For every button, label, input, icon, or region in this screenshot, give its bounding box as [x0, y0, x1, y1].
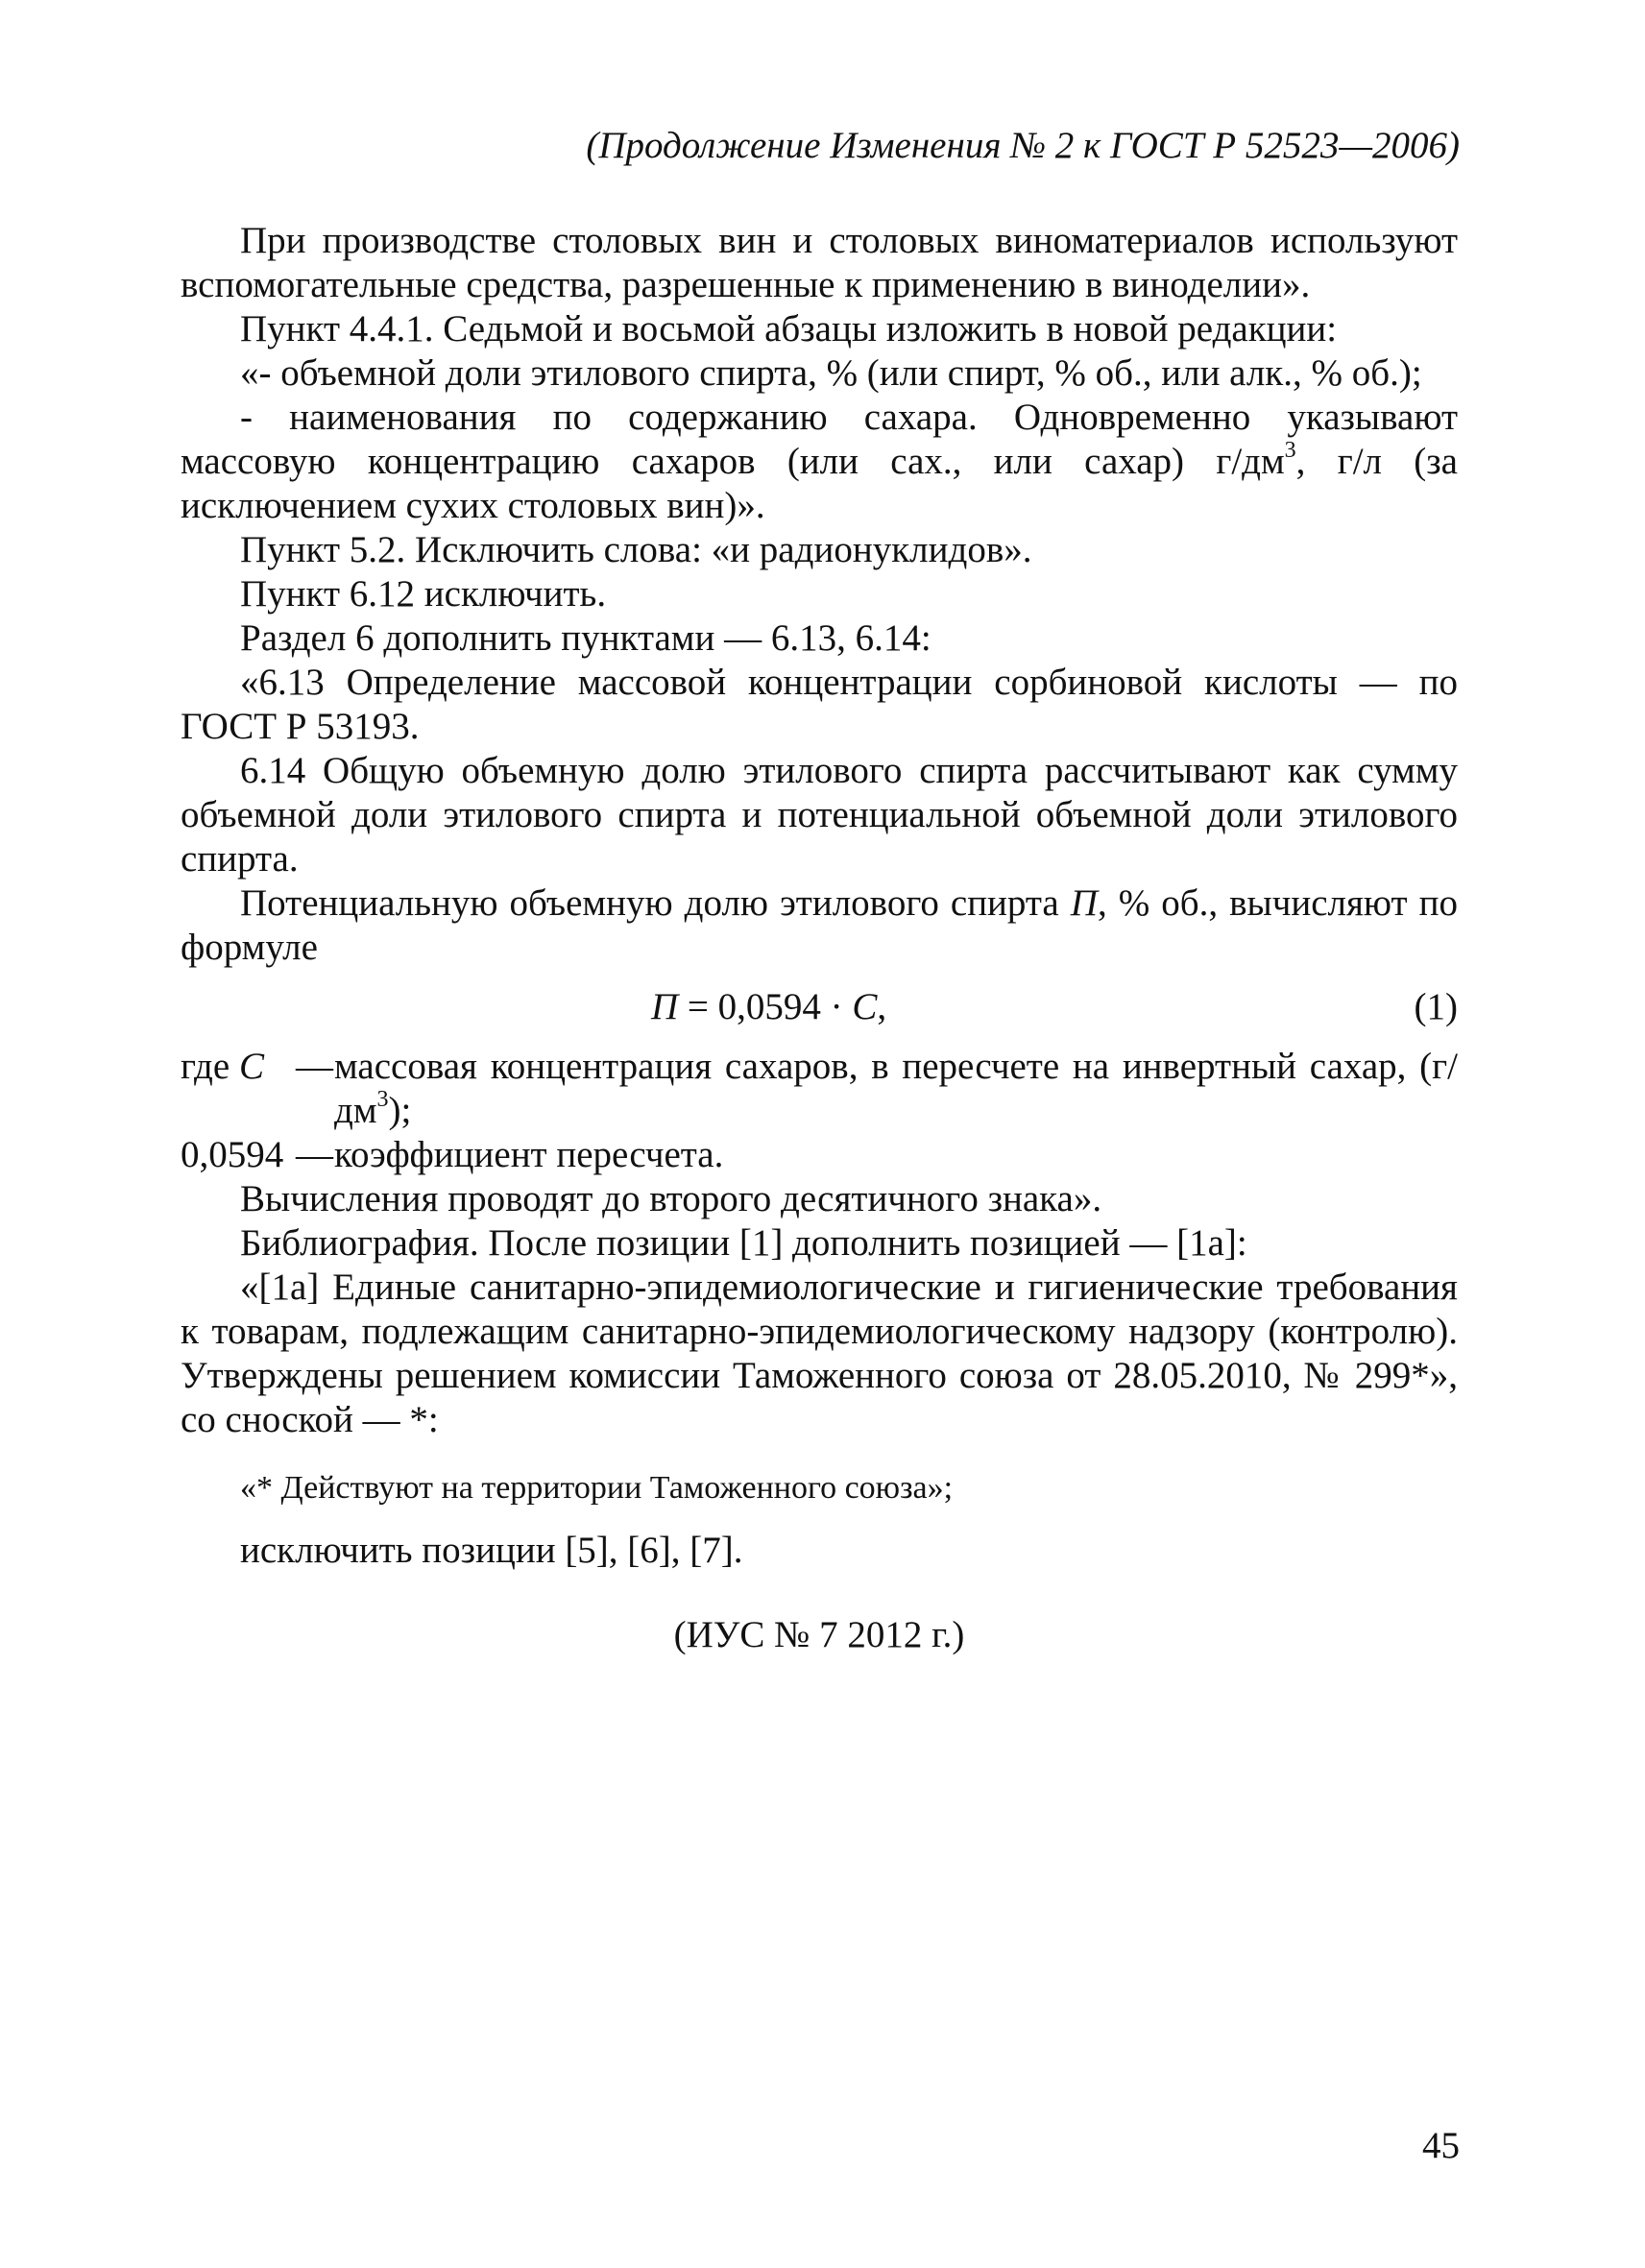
formula-eq: = 0,0594 ·: [678, 986, 853, 1027]
formula: [181, 981, 1458, 1039]
variable-p: П: [1070, 882, 1098, 924]
paragraph-clause-6-14: 6.14 Общую объемную долю этилового спирта рассчитывают как сумму объемной доли этилового спирта и потенциальной объемной доли этилового спирта.: [181, 750, 1458, 880]
superscript-3: 3: [1284, 438, 1296, 463]
formula-legend: [181, 1045, 1458, 1177]
legend-desc-k: коэффициент пересчета.: [334, 1134, 724, 1175]
footnote: «* Действуют на территории Таможенного союза»;: [240, 1470, 954, 1506]
potential-text-before: Потенциальную объемную долю этилового спирта: [240, 882, 1071, 924]
paragraph-potential-alcohol: [181, 881, 1458, 970]
ius-reference: (ИУС № 7 2012 г.): [673, 1614, 965, 1655]
formula-lhs: П: [651, 986, 679, 1027]
legend-symbol-k: 0,0594: [181, 1134, 284, 1175]
paragraph-sugar-naming: [181, 396, 1458, 528]
paragraph-wine-auxiliary: При производстве столовых вин и столовых виноматериалов используют вспомогательные средства, разрешенные к применению в виноделии».: [181, 220, 1458, 305]
paragraph-section-6: Раздел 6 дополнить пунктами — 6.13, 6.14:: [240, 617, 931, 659]
formula-end: ,: [877, 986, 887, 1027]
paragraph-calculation-precision: Вычисления проводят до второго десятичного знака».: [240, 1178, 1102, 1219]
legend-dash-k: —: [296, 1134, 333, 1175]
formula-rhs-var: C: [852, 986, 878, 1027]
paragraph-bibliography: Библиография. После позиции [1] дополнить позицией — [1а]:: [240, 1222, 1247, 1264]
legend-dash-c: —: [296, 1046, 333, 1087]
legend-c-var: C: [238, 1046, 264, 1087]
sugar-text-before: - наименования по содержанию сахара. Одновременно указывают массовую концентрацию сахаров (или сах., или сахар) г/дм: [181, 397, 1458, 482]
legend-desc-c: [334, 1045, 1458, 1133]
legend-c-end: );: [388, 1090, 412, 1131]
paragraph-reference-1a: «[1а] Единые санитарно-эпидемиологические и гигиенические требования к товарам, подлежащим санитарно-эпидемиологическому надзору (контролю). Утверждены решением комиссии Таможенного союза от 28.05.2010, № 299*», со сноской — *:: [181, 1267, 1458, 1440]
potential-text-after: , % об., вычисляют по формуле: [181, 882, 1458, 968]
paragraph-clause-5-2: Пункт 5.2. Исключить слова: «и радионуклидов».: [240, 529, 1032, 570]
legend-symbol-c: [181, 1045, 296, 1133]
formula-expression: [651, 985, 886, 1029]
paragraph-clause-6-12: Пункт 6.12 исключить.: [240, 573, 607, 615]
page-number: 45: [1422, 2125, 1460, 2166]
paragraph-alcohol-volume: «- объемной доли этилового спирта, % (или спирт, % об., или алк., % об.);: [240, 352, 1422, 394]
formula-number: (1): [1414, 986, 1458, 1027]
paragraph-clause-6-13: «6.13 Определение массовой концентрации сорбиновой кислоты — по ГОСТ Р 53193.: [181, 662, 1458, 747]
legend-intro: где: [181, 1046, 239, 1087]
document-body: [181, 219, 1458, 1657]
legend-c-text: массовая концентрация сахаров, в пересчете на инвертный сахар, (г/дм: [334, 1046, 1458, 1131]
paragraph-exclude-positions: исключить позиции [5], [6], [7].: [240, 1530, 743, 1571]
sugar-text-after: , г/л (за исключением сухих столовых вин)».: [181, 441, 1458, 526]
running-title: (Продолжение Изменения № 2 к ГОСТ Р 52523—2006): [586, 125, 1460, 166]
legend-c-sup: 3: [376, 1087, 389, 1112]
paragraph-clause-4-4-1: Пункт 4.4.1. Седьмой и восьмой абзацы изложить в новой редакции:: [240, 308, 1338, 350]
